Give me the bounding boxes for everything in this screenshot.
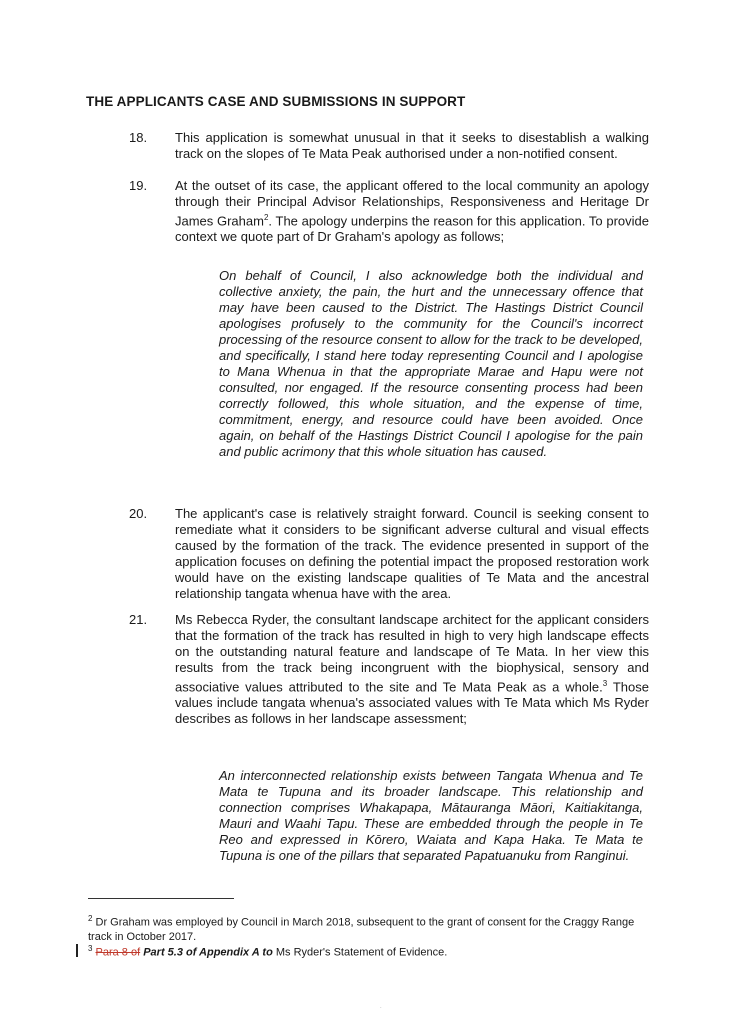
paragraph-text: At the outset of its case, the applicant offered to the local community an apology through their Principal Advisor Relationships, Responsiveness and Heritage Dr James Graham$^2$. The apology underpins the reason for this application. To provide context we quote part of Dr Graham's apology as follows; (175, 178, 649, 245)
paragraph-18 (129, 130, 649, 162)
graham-apology-quote: On behalf of Council, I also acknowledge both the individual and collective anxiety, the pain, the hurt and the unnecessary offence that may have been caused to the District. The Hastings District Council apologises profusely to the community for the Council's incorrect processing of the resource consent to allow for the track to be developed, and specifically, I stand here today representing Council and I apologise to Mana Whenua in that the appropriate Marae and Hapu were not consulted, nor engaged. If the resource consenting process had been correctly followed, this whole situation, and the expense of time, commitment, energy, and resource could have been avoided. Once again, on behalf of the Hastings District Council I apologise for the pain and public acrimony that this whole situation has caused. (219, 268, 643, 459)
footnote-ref[interactable]: 3 (602, 679, 608, 688)
paragraph-number: 19. (129, 178, 148, 193)
footnote-2 (88, 912, 648, 944)
footnote-ref[interactable]: 2 (263, 213, 269, 222)
paragraph-text: This application is somewhat unusual in that it seeks to disestablish a walking track on the slopes of Te Mata Peak authorised under a non-notified consent. (175, 130, 649, 161)
paragraph-20 (129, 506, 649, 602)
section-heading: THE APPLICANTS CASE AND SUBMISSIONS IN SUPPORT (86, 94, 466, 109)
paragraph-21 (129, 612, 649, 727)
inserted-text: Part 5.3 of Appendix A to (143, 946, 273, 959)
ryder-landscape-quote: An interconnected relationship exists between Tangata Whenua and Te Mata te Tupuna and its broader landscape. This relationship and connection comprises Whakapapa, Mātauranga Māori, Kaitiakitanga, Mauri and Waahi Tapu. These are embedded through the people in Te Reo and expressed in Kōrero, Waiata and Kapa Haka. Te Mata te Tupuna is one of the pillars that separated Papatuanuku from Ranginui. (219, 768, 643, 863)
footnote-number: 2 (88, 914, 93, 923)
footnote-number: 3 (88, 944, 93, 953)
paragraph-19 (129, 178, 649, 245)
scan-artifact: . (380, 1004, 382, 1010)
deleted-text: Para 8 of (95, 946, 141, 959)
paragraph-number: 20. (129, 506, 148, 521)
revision-bar (76, 944, 78, 957)
footnote-3 (88, 942, 648, 960)
paragraph-number: 18. (129, 130, 148, 145)
footnote-text: Dr Graham was employed by Council in March 2018, subsequent to the grant of consent for the Craggy Range track in October 2017. (88, 916, 635, 943)
footnote-divider (88, 898, 234, 899)
paragraph-text: Ms Rebecca Ryder, the consultant landscape architect for the applicant considers that the formation of the track has resulted in high to very high landscape effects on the outstanding natural feature and landscape of Te Mata. In her view this results from the track being incongruent with the biophysical, sensory and associative values attributed to the site and Te Mata Peak as a whole.$^3$ Those values include tangata whenua's associated values with Te Mata which Ms Ryder describes as follows in her landscape assessment; (175, 612, 649, 727)
paragraph-number: 21. (129, 612, 148, 627)
footnote-text: Ms Ryder's Statement of Evidence. (275, 946, 448, 959)
paragraph-text: The applicant's case is relatively straight forward. Council is seeking consent to remediate what it considers to be significant adverse cultural and visual effects caused by the formation of the track. The evidence presented in support of the application focuses on defining the potential impact the proposed restoration work would have on the existing landscape qualities of Te Mata and the ancestral relationship tangata whenua have with the area. (175, 506, 649, 601)
